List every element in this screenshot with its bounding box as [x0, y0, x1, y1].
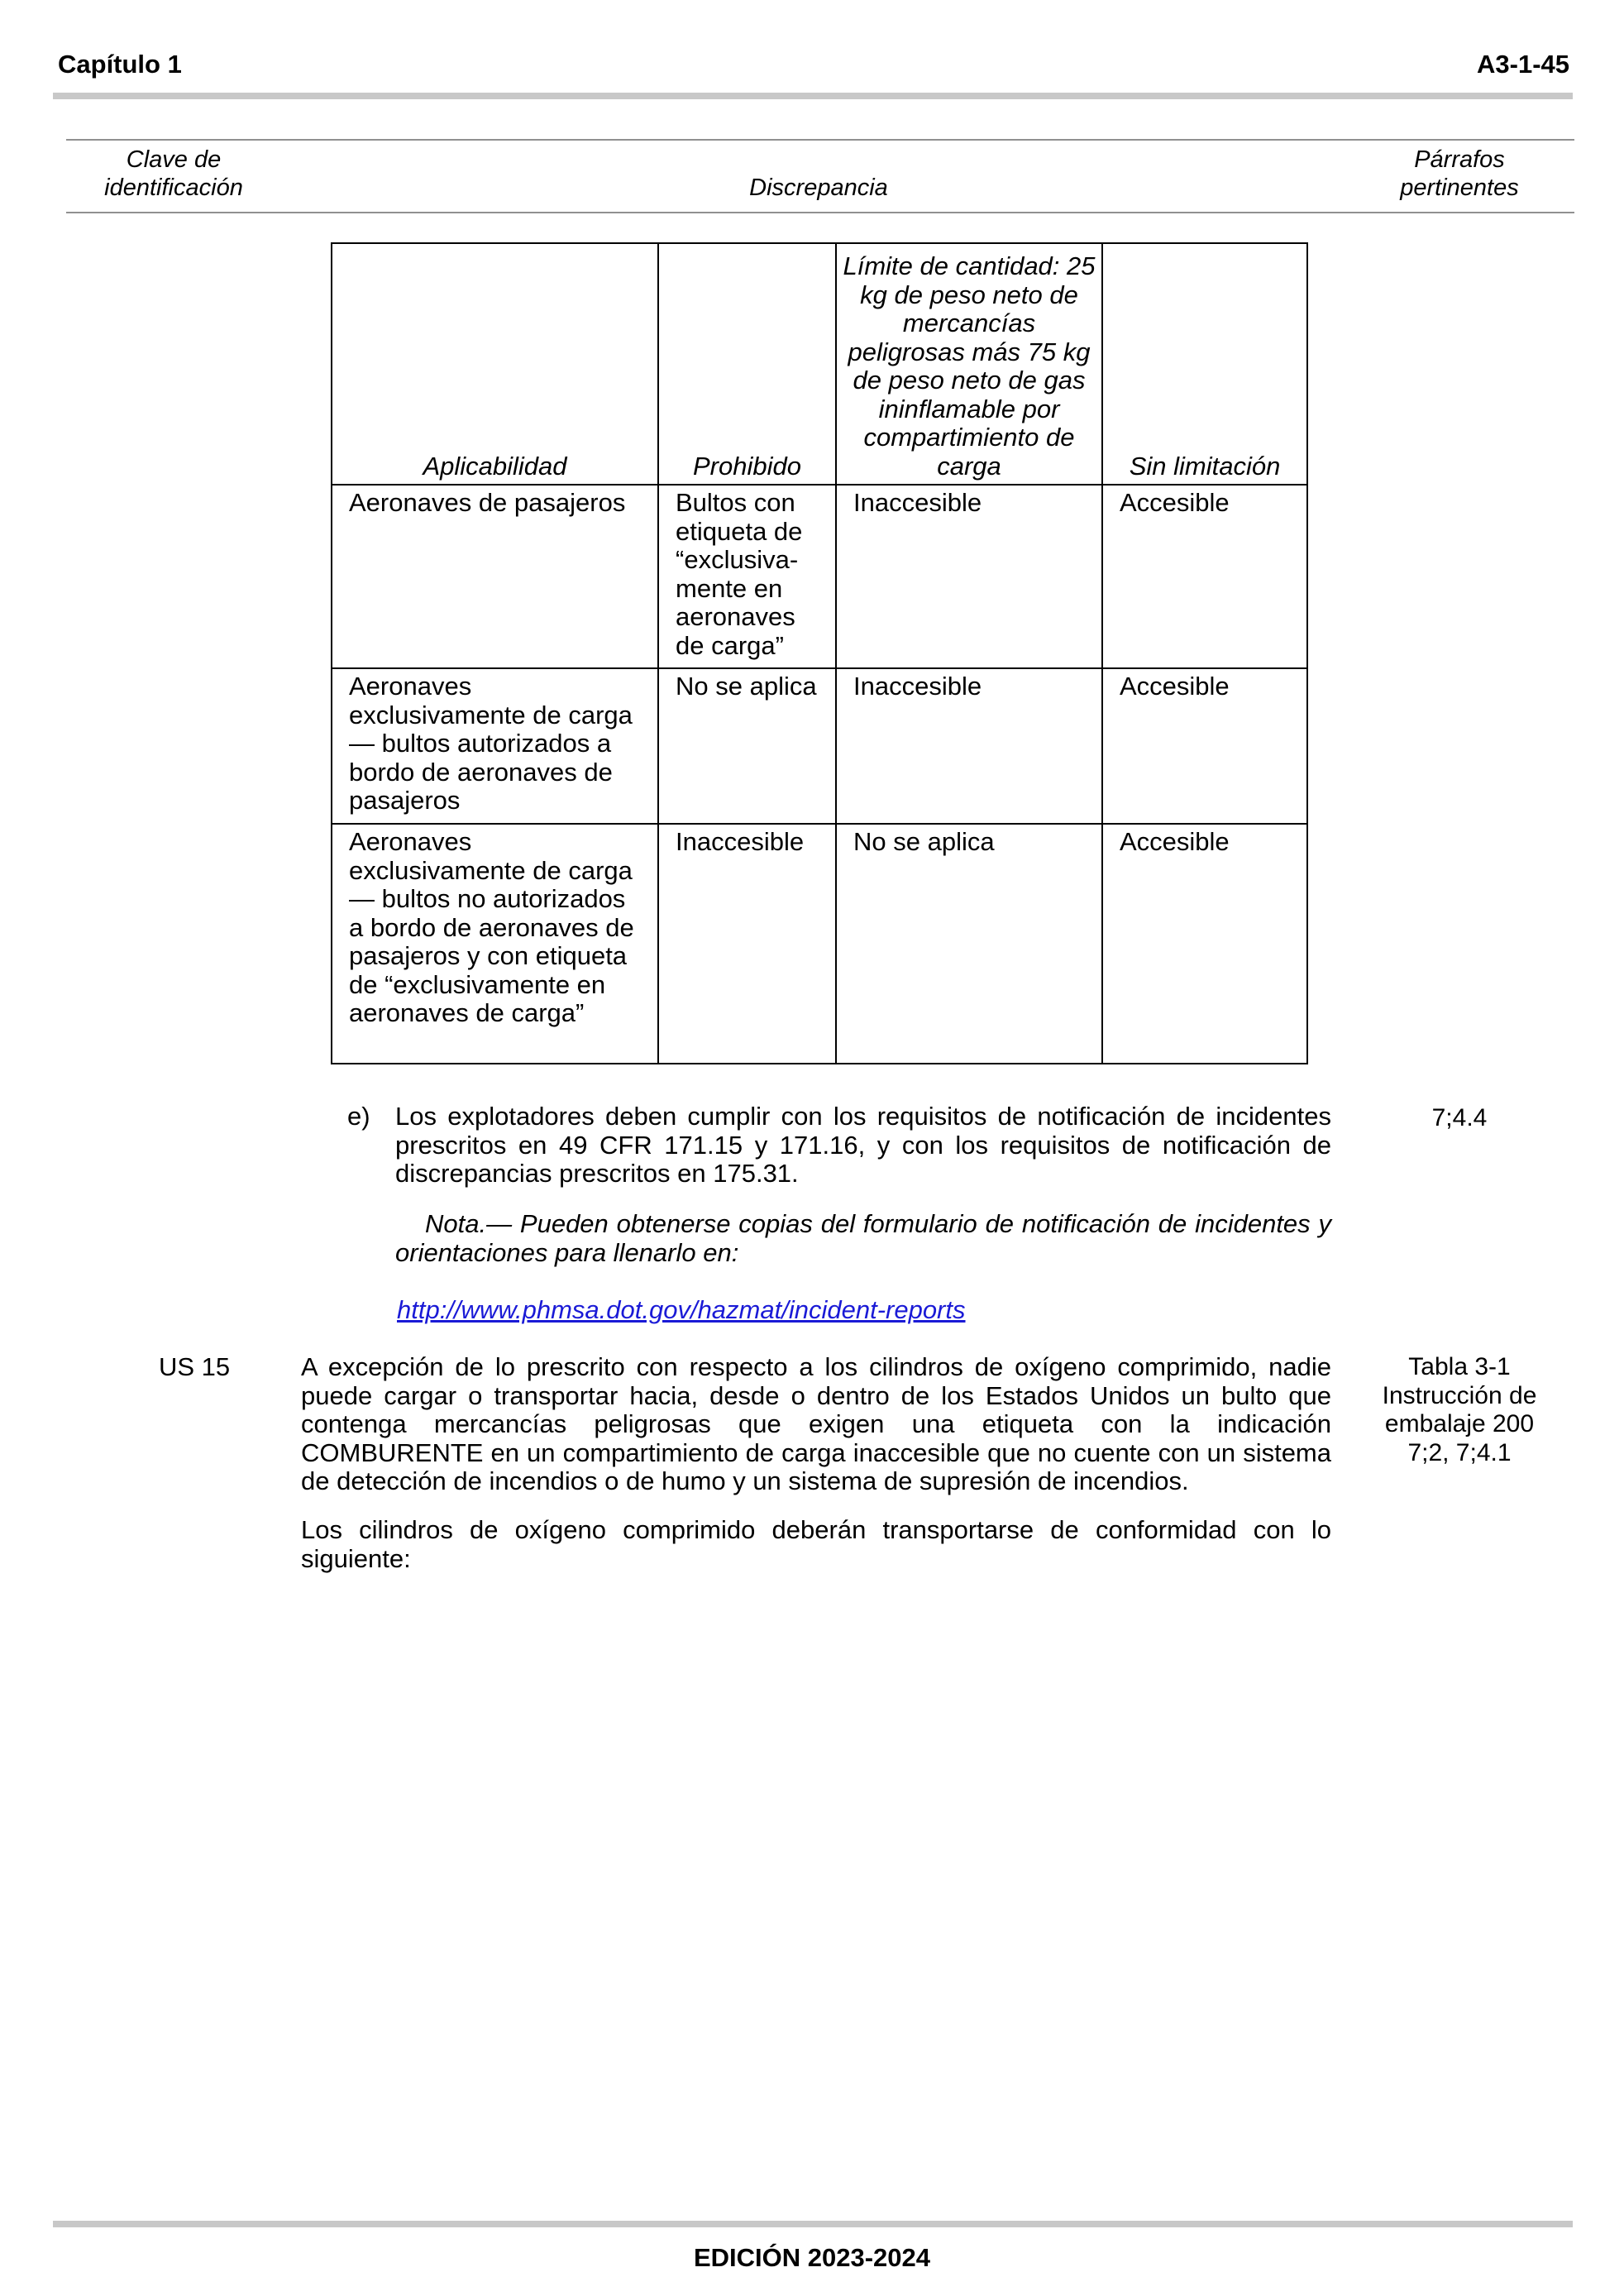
item-e-reference: 7;4.4	[1431, 1104, 1488, 1131]
incident-reports-link[interactable]: http://www.phmsa.dot.gov/hazmat/incident-reports	[397, 1295, 966, 1324]
table-header-no-limitation: Sin limitación	[1102, 243, 1307, 485]
table-cell: Aeronaves exclusivamente de carga — bultos autorizados a bordo de aeronaves de pasajeros	[332, 668, 658, 824]
column-header-discrepancy: Discrepancia	[749, 175, 888, 201]
us15-paragraph-1: A excepción de lo prescrito con respecto a los cilindros de oxígeno comprimido, nadie puede cargar o transportar hacia, desde o dentro de los Estados Unidos un bulto que contenga mercancías peligrosas que exigen una etiqueta con la indicación COMBURENTE en un compartimiento de carga inaccesible que no cuente con un sistema de detección de incendios o de humo y un sistema de supresión de incendios.	[301, 1352, 1331, 1495]
table-cell: Aeronaves exclusivamente de carga — bultos no autorizados a bordo de aeronaves de pasajeros y con etiqueta de “exclusivamente en aeronaves de carga”	[332, 824, 658, 1064]
applicability-table	[331, 242, 1308, 1064]
us15-code: US 15	[159, 1352, 231, 1381]
header-rule	[53, 93, 1573, 99]
us15-paragraph-2: Los cilindros de oxígeno comprimido deberán transportarse de conformidad con lo siguiente:	[301, 1515, 1331, 1573]
table-cell: Inaccesible	[836, 485, 1102, 668]
column-header-id-line2: identificación	[104, 175, 243, 201]
us15-reference-line: Tabla 3-1	[1408, 1353, 1511, 1380]
table-cell: No se aplica	[658, 668, 836, 824]
table-cell: Accesible	[1102, 668, 1307, 824]
footer-rule	[53, 2221, 1573, 2227]
item-e-text: Los explotadores deben cumplir con los requisitos de notificación de incidentes prescritos en 49 CFR 171.15 y 171.16, y con los requisitos de notificación de discrepancias prescritos en 175.31.	[395, 1102, 1331, 1188]
item-e-marker: e)	[347, 1102, 370, 1131]
table-cell: Inaccesible	[836, 668, 1102, 824]
table-row	[332, 824, 1307, 1064]
table-row	[332, 668, 1307, 824]
column-header-id	[58, 146, 289, 202]
us15-references	[1356, 1353, 1563, 1467]
table-cell: Accesible	[1102, 824, 1307, 1064]
page-number: A3-1-45	[1477, 50, 1569, 79]
table-cell: No se aplica	[836, 824, 1102, 1064]
column-header-refs	[1356, 146, 1563, 202]
us15-reference-line: embalaje 200	[1384, 1410, 1535, 1437]
item-e-note: Nota.— Pueden obtenerse copias del formulario de notificación de incidentes y orientaciones para llenarlo en:	[395, 1209, 1331, 1267]
column-header-refs-line1: Párrafos	[1414, 146, 1505, 173]
table-header-applicability: Aplicabilidad	[332, 243, 658, 485]
table-cell: Aeronaves de pasajeros	[332, 485, 658, 668]
table-cell: Bultos con etiqueta de “exclusiva-mente en aeronaves de carga”	[658, 485, 836, 668]
us15-reference-line: Instrucción de	[1382, 1381, 1537, 1409]
edition-footer: EDICIÓN 2023-2024	[693, 2243, 931, 2272]
chapter-title: Capítulo 1	[58, 50, 182, 79]
table-header-prohibited: Prohibido	[658, 243, 836, 485]
column-header-id-line1: Clave de	[126, 146, 222, 173]
column-header-refs-line2: pertinentes	[1400, 175, 1519, 201]
table-cell: Accesible	[1102, 485, 1307, 668]
us15-reference-line: 7;2, 7;4.1	[1407, 1438, 1512, 1466]
table-header-row	[332, 243, 1307, 485]
table-cell: Inaccesible	[658, 824, 836, 1064]
table-row	[332, 485, 1307, 668]
column-header-top-rule	[66, 139, 1574, 141]
column-header-bottom-rule	[66, 212, 1574, 213]
table-header-quantity-limit: Límite de cantidad: 25 kg de peso neto de mercancías peligrosas más 75 kg de peso neto de gas ininflamable por compartimiento de carga	[836, 243, 1102, 485]
